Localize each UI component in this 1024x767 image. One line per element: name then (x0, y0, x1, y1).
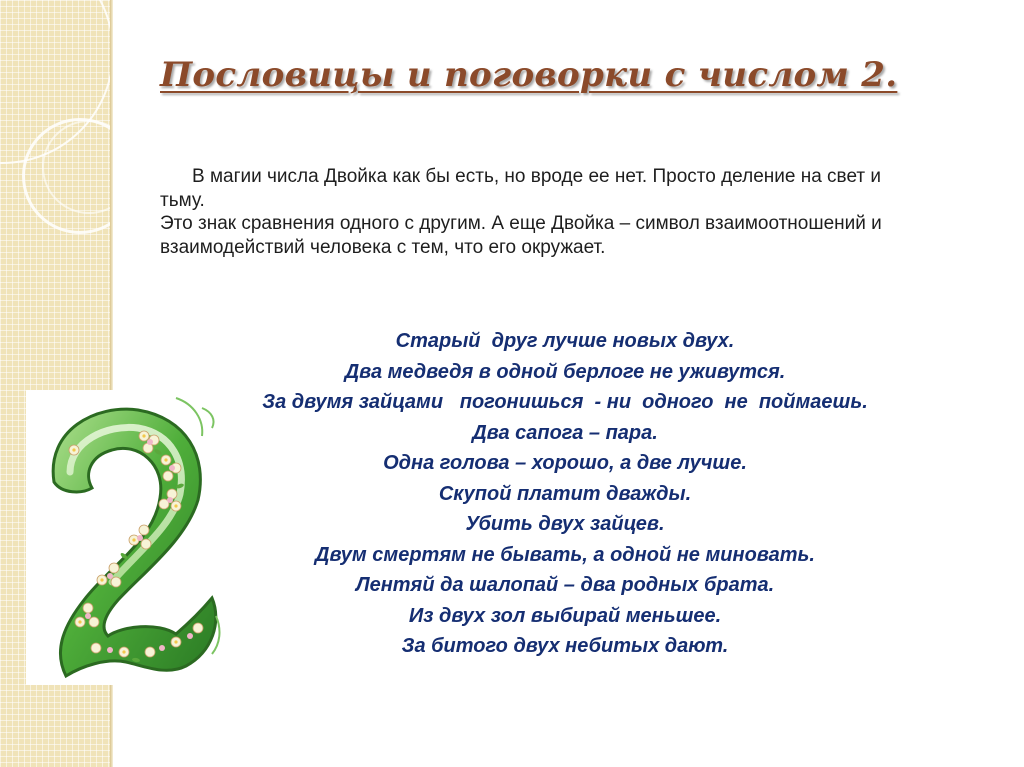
intro-text (160, 165, 920, 259)
proverb-item: Два сапога – пара. (472, 421, 658, 444)
proverb-item: Старый друг лучше новых двух. (395, 330, 735, 352)
proverb-item: Скупой платит дважды. (438, 482, 692, 505)
proverb-item: За битого двух небитых дают. (401, 635, 729, 657)
proverb-item: Лентяй да шалопай – два родных брата. (355, 574, 775, 596)
proverb-item: Двум смертям не бывать, а одной не миновать. (315, 543, 815, 566)
intro-paragraph: В магии числа Двойка как бы есть, но вроде ее нет. Просто деление на свет и тьму. (160, 166, 881, 211)
proverb-item: Из двух зол выбирай меньшее. (408, 604, 722, 627)
proverb-list (120, 326, 1010, 662)
decorative-ring (42, 120, 136, 214)
proverb-item: Одна голова – хорошо, а две лучше. (383, 452, 747, 474)
slide-title: Пословицы и поговорки с числом 2. (160, 55, 898, 95)
proverb-item: Убить двух зайцев. (465, 513, 665, 535)
proverb-item: За двумя зайцами погонишься - ни одного не поймаешь. (262, 391, 868, 413)
intro-paragraph: Это знак сравнения одного с другим. А еще Двойка – символ взаимоотношений и взаимодействий человека с тем, что его окружает. (160, 213, 882, 258)
floral-digit-two-image (26, 390, 224, 685)
proverb-item: Два медведя в одной берлоге не уживутся. (344, 360, 786, 383)
